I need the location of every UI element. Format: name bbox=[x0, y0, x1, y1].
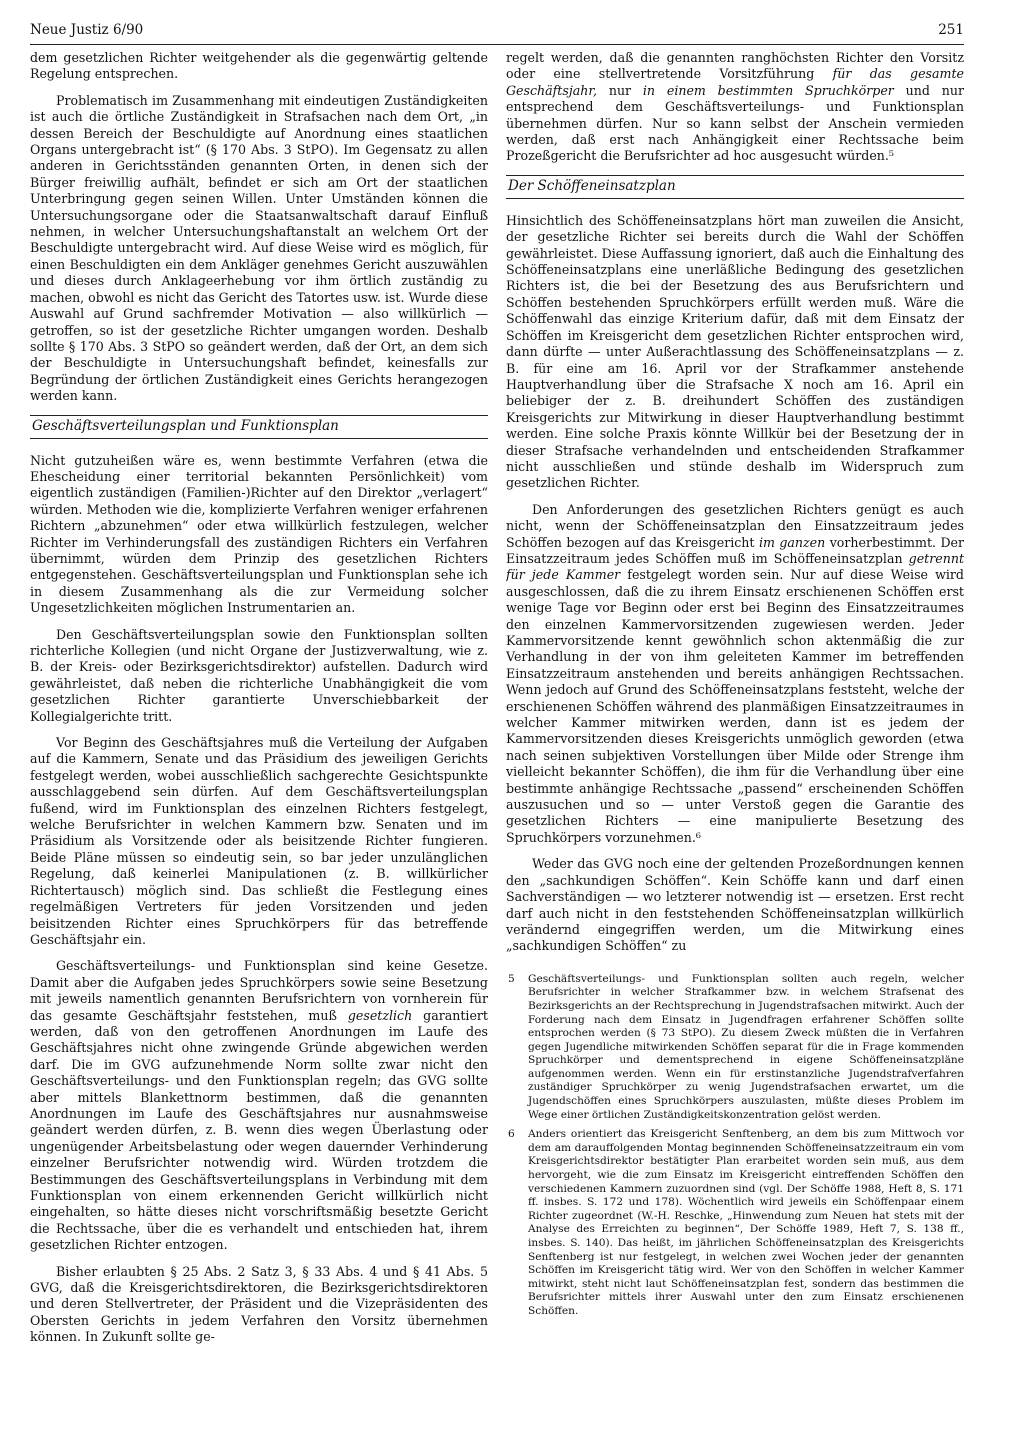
emphasis: für das gesamte Geschäftsjahr, bbox=[506, 66, 964, 98]
section-heading bbox=[506, 175, 964, 199]
footnote-text: Anders orientiert das Kreisgericht Senftenberg, an dem bis zum Mittwoch vor dem am darauffolgenden Montag beginnenden Schöffeneinsatzzeitraum ein vom Kreisgerichtsdirektor bestätigter Plan erarbeitet worden sein muß, aus dem hervorgeht, wie die zum Einsatz im Kreisgericht eintreffenden Schöffen den verschiedenen Kammern zuzuordnen sind (vgl. Der Schöffe 1988, Heft 8, S. 171 ff. insbes. S. 172 und 178). Wöchentlich wird jeweils ein Schöffenpaar einem Richter zugeordnet (W.-H. Reschke, „Hinwendung zum Neuen hat stets mit der Analyse des Erreichten zu beginnen“, Der Schöffe 1989, Heft 7, S. 138 ff., insbes. S. 140). Das heißt, im jährlichen Schöffeneinsatzplan des Kreisgerichts Senftenberg ist nur festgelegt, in welchen zwei Wochen jeder der genannten Schöffen im Kreisgericht tätig wird. Wer von den Schöffen in welcher Kammer mitwirkt, steht nicht laut Schöffeneinsatzplan fest, sondern das bestimmen die Berufsrichter mittels ihrer Auswahl unter den zum Einsatz erschienenen Schöffen. bbox=[528, 1128, 964, 1317]
text-run: und nur entsprechend dem Geschäftsverteilungs- und Funktionsplan übernehmen dürfen. Nur so kann selbst der Anschein vermieden werden, daß erst nach Anhängigkeit einer Rechtssache beim Prozeßgericht die Berufsrichter ad hoc ausgesucht würden.⁵ bbox=[506, 82, 964, 164]
text-run: garantiert werden, daß von den getroffenen Anordnungen im Laufe des Geschäftsjahres nicht ohne zwingende Gründe abgewichen werden darf. Die im GVG aufzunehmende Norm sollte zwar nicht den Geschäftsverteilungs- und den Funktionsplan regeln; das GVG sollte aber mittels Blankettnorm bestimmen, daß die genannten Anordnungen im Laufe des Geschäftsjahres nur ausnahmsweise geändert werden dürfen, z. B. wenn dies wegen Überlastung oder ungenügender Arbeitsbelastung oder wegen dauernder Verhinderung einzelner Berufsrichter notwendig wird. Würden trotzdem die Bestimmungen des Geschäftsverteilungsplans in Verbindung mit dem Funktionsplan von einem erkennenden Gericht willkürlich nicht eingehalten, so hätte dieses nicht vorschriftsmäßig besetzte Gericht die Rechtssache, über die es verhandelt und entschieden hat, ihrem gesetzlichen Richter entzogen. bbox=[30, 1007, 488, 1253]
paragraph: Den Geschäftsverteilungsplan sowie den Funktionsplan sollten richterliche Kollegien (und nicht Organe der Justizverwaltung, wie z. B. der Kreis- oder Bezirksgerichtsdirektor) aufstellen. Dadurch wird gewährleistet, daß neben die richterliche Unabhängigkeit die vom gesetzlichen Richter garantierte Unverschiebbarkeit der Kollegialgerichte tritt. bbox=[30, 626, 488, 724]
left-column bbox=[30, 50, 488, 1440]
paragraph: Bisher erlaubten § 25 Abs. 2 Satz 3, § 33 Abs. 4 und § 41 Abs. 5 GVG, daß die Kreisgerichtsdirektoren, die Bezirksgerichtsdirektoren und deren Stellvertreter, der Präsident und die Vizepräsidenten des Obersten Gerichts in jedem Verfahren den Vorsitz übernehmen können. In Zukunft sollte ge- bbox=[30, 1263, 488, 1345]
journal-title: Neue Justiz 6/90 bbox=[30, 22, 144, 38]
footnotes bbox=[506, 973, 964, 1319]
footnote-text: Geschäftsverteilungs- und Funktionsplan sollten auch regeln, welcher Berufsrichter in welcher Strafkammer bzw. in welchem Strafsenat des Bezirksgerichts an der Rechtsprechung in Jugendstrafsachen mitwirkt. Auch der Forderung nach dem Einsatz in Jugendfragen erfahrener Schöffen sollte entsprochen werden (§ 73 StPO). Zu diesem Zweck müßten die in Verfahren gegen Jugendliche mitwirkenden Schöffen separat für die in Frage kommenden Spruchkörper und dementsprechend in eigene Schöffeneinsatzpläne aufgenommen werden. Wenn ein für erstinstanzliche Jugendstrafverfahren zuständiger Spruchkörper zu wenig Jugendstrafsachen erwartet, um die Jugendschöffen eines Spruchkörpers auszulasten, müßte dieses Problem im Wege einer örtlichen Zuständigkeitskonzentration gelöst werden. bbox=[528, 972, 964, 1121]
footnote bbox=[506, 1128, 964, 1318]
footnote-number: 6 bbox=[508, 1128, 515, 1141]
paragraph: Vor Beginn des Geschäftsjahres muß die Verteilung der Aufgaben auf die Kammern, Senate und das Präsidium des jeweiligen Gerichts festgelegt werden, wobei ausschließlich sachgerechte Gesichtspunkte ausschlaggebend sein dürfen. Auf dem Geschäftsverteilungsplan fußend, wird im Funktionsplan des einzelnen Richters festgelegt, welche Berufsrichter in welchen Kammern bzw. Senaten und im Präsidium als Vorsitzende oder als beisitzende Richter fungieren. Beide Pläne müssen so eindeutig sein, so bar jeder unzulänglichen Regelung, daß keinerlei Manipulationen (z. B. willkürlicher Richtertausch) möglich sind. Das schließt die Festlegung eines regelmäßigen Vertreters für jeden Vorsitzenden und jeden beisitzenden Richter eines Spruchkörpers für das betreffende Geschäftsjahr ein. bbox=[30, 735, 488, 947]
text-run: Den Anforderungen des gesetzlichen Richters genügt es auch nicht, wenn der Schöffeneinsatzplan den Einsatzzeitraum jedes Schöffen bezogen auf das Kreisgericht bbox=[506, 501, 964, 550]
paragraph: Hinsichtlich des Schöffeneinsatzplans hört man zuweilen die Ansicht, der gesetzliche Richter sei bereits durch die Wahl der Schöffen gewährleistet. Diese Auffassung ignoriert, daß auch die Einhaltung des Schöffeneinsatzplans eine unerläßliche Bedingung des gesetzlichen Richters ist, die bei der Besetzung des aus Berufsrichtern und Schöffen bestehenden Spruchkörpers erfüllt werden muß. Wäre die Schöffenwahl das einzige Kriterium dafür, daß mit dem Einsatz der Schöffen im Kreisgericht dem gesetzlichen Richter entsprochen wird, dann dürfte — unter Außerachtlassung des Schöffeneinsatzplans — z. B. für eine am 16. April vor der Strafkammer anstehende Hauptverhandlung über die Strafsache X noch am 16. April ein beliebiger der z. B. dreihundert Schöffen des zuständigen Kreisgerichts zur Mitwirkung in dieser Hauptverhandlung bestimmt werden. Eine solche Praxis könnte Willkür bei der Besetzung der in dieser Strafsache verhandelnden und entscheidenden Strafkammer nicht ausschließen und stünde deshalb im Widerspruch zum gesetzlichen Richter. bbox=[506, 212, 964, 491]
text-run: regelt werden, daß die genannten ranghöchsten Richter den Vorsitz oder eine stellvertretende Vorsitzführung bbox=[506, 50, 964, 82]
footnote-number: 5 bbox=[508, 972, 515, 985]
emphasis: in einem bestimmten Spruchkörper bbox=[642, 82, 894, 98]
paragraph bbox=[506, 50, 964, 165]
paragraph: Nicht gutzuheißen wäre es, wenn bestimmte Verfahren (etwa die Ehescheidung einer territorial bekannten Persönlichkeit) vom eigentlich zuständigen (Familien-)Richter auf den Direktor „verlagert“ würden. Methoden wie die, komplizierte Verfahren weniger erfahrenen Richtern „abzunehmen“ oder etwa willkürlich festzulegen, welcher Richter im Verhinderungsfall des zuständigen Richters ein Verfahren übernimmt, würden dem Prinzip des gesetzlichen Richters entgegenstehen. Geschäftsverteilungsplan und Funktionsplan sehe ich in diesem Zusammenhang als die zur Vermeidung solcher Ungesetzlichkeiten möglichen Instrumentarien an. bbox=[30, 452, 488, 616]
text-run: Geschäftsverteilungs- und Funktionsplan sind keine Gesetze. Damit aber die Aufgaben jedes Spruchkörpers sowie seine Besetzung mit jeweils namentlich genannten Berufsrichtern von vornherein für das gesamte Geschäftsjahr feststehen, muß bbox=[30, 958, 488, 1023]
right-column bbox=[506, 50, 964, 1440]
emphasis: im ganzen bbox=[758, 534, 826, 550]
paragraph: Problematisch im Zusammenhang mit eindeutigen Zuständigkeiten ist auch die örtliche Zuständigkeit in Strafsachen nach dem Ort, „in dessen Bereich der Beschuldigte auf Anordnung eines staatlichen Organs untergebracht ist“ (§ 170 Abs. 3 StPO). Im Gegensatz zu allen anderen in Gerichtsständen genannten Orten, in denen sich der Bürger freiwillig aufhält, befindet er sich am Ort der staatlichen Unterbringung gegen seinen Willen. Unter Umständen können die Untersuchungsorgane oder die Staatsanwaltschaft darauf Einfluß nehmen, in welcher Untersuchungshaftanstalt an welchem Ort der Beschuldigte untergebracht wird. Auf diese Weise wird es möglich, für einen Beschuldigten ein dem Ankläger genehmes Gericht auszuwählen und dieses durch Anklageerhebung vor ihm örtlich zuständig zu machen, obwohl es nicht das Gericht des Tatortes usw. ist. Wurde diese Auswahl auf Grund sachfremder Motivation — also willkürlich — getroffen, so ist der gesetzliche Richter umgangen worden. Deshalb sollte § 170 Abs. 3 StPO so geändert werden, daß der Ort, an dem sich der Beschuldigte in Untersuchungshaft befindet, keinesfalls zur Begründung der örtlichen Zuständigkeit eines Gerichts herangezogen werden kann. bbox=[30, 92, 488, 404]
emphasis: getrennt für jede Kammer bbox=[506, 550, 964, 583]
section-heading bbox=[30, 415, 488, 439]
section-heading-text: Geschäftsverteilungsplan und Funktionsplan bbox=[32, 417, 339, 434]
page-header bbox=[30, 16, 964, 45]
paragraph bbox=[506, 502, 964, 847]
paragraph: dem gesetzlichen Richter weitgehender als die gegenwärtig geltende Regelung entsprechen. bbox=[30, 50, 488, 82]
text-run: festgelegt worden sein. Nur auf diese Weise wird ausgeschlossen, daß die zu ihrem Einsatz erschienenen Schöffen erst wenige Tage vor Beginn oder erst bei Beginn des Einsatzzeitraumes den einzelnen Kammervorsitzenden zugewiesen werden. Jeder Kammervorsitzende kennt gewöhnlich schon aktenmäßig die zur Verhandlung in der von ihm geleiteten Kammer im betreffenden Einsatzzeitraum anstehenden und bereits anhängigen Rechtssachen. Wenn jedoch auf Grund des Schöffeneinsatzplans feststeht, welche der erschienenen Schöffen während des planmäßigen Einsatzzeitraumes in welcher Kammer mitwirken werden, dann ist es jedem der Kammervorsitzenden dieses Kreisgerichts unmöglich geworden (etwa nach seinen subjektiven Vorstellungen über Milde oder Strenge ihm vielleicht bekannter Schöffen), die ihm für die Verhandlung über eine bestimmte anhängige Rechtssache „passend“ erscheinenden Schöffen auszusuchen und so — unter Verstoß gegen die Garantie des gesetzlichen Richters — eine manipulierte Besetzung des Spruchkörpers vorzunehmen.⁶ bbox=[506, 567, 964, 845]
text-run: vorherbestimmt. Der Einsatzzeitraum jedes Schöffen muß im Schöffeneinsatzplan bbox=[506, 534, 964, 566]
paragraph: Weder das GVG noch eine der geltenden Prozeßordnungen kennen den „sachkundigen Schöffen“. Kein Schöffe kann und darf einen Sachverständigen — wo letzterer notwendig ist — ersetzen. Erst recht darf auch nicht in den feststehenden Schöffeneinsatzplan willkürlich verändernd eingegriffen werden, um die Mitwirkung eines „sachkundigen Schöffen“ zu bbox=[506, 856, 964, 954]
emphasis: gesetzlich bbox=[347, 1007, 413, 1023]
paragraph bbox=[30, 958, 488, 1253]
text-run: nur bbox=[608, 82, 632, 98]
section-heading-text: Der Schöffeneinsatzplan bbox=[508, 177, 676, 194]
footnote bbox=[506, 973, 964, 1123]
page-number: 251 bbox=[938, 22, 964, 38]
